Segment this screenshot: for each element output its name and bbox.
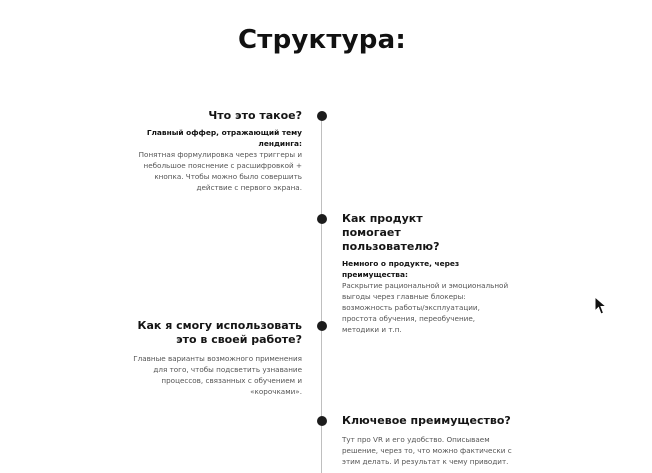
mouse-pointer-icon — [594, 296, 608, 316]
timeline-dot — [317, 416, 327, 426]
timeline-item-description: Раскрытие рациональной и эмоциональной выгоды через главные блокеры: возможность работы/эксплуатации, простота обучения, переобучение, методики и т.п. — [342, 281, 509, 334]
timeline-dot — [317, 321, 327, 331]
timeline-item — [130, 319, 302, 397]
timeline-item — [130, 109, 302, 193]
timeline-item-heading: Как продукт помогает пользователю? — [342, 212, 440, 253]
timeline-item-lead: Главный оффер, отражающий тему лендинга: — [146, 128, 302, 148]
timeline-dot — [317, 214, 327, 224]
timeline-item-description: Тут про VR и его удобство. Описываем решение, через то, что можно фактически с этим делать. И результат к чему приводит. — [342, 435, 512, 466]
timeline-dot — [317, 111, 327, 121]
timeline-item-description: Главные варианты возможного применения для того, чтобы подсветить узнавание процессов, связанных с обучением и «корочками». — [133, 354, 302, 396]
page-title: Структура: — [238, 25, 406, 55]
timeline-item-heading: Как я смогу использовать это в своей работе? — [137, 319, 302, 346]
timeline-item-lead: Немного о продукте, через преимущества: — [342, 259, 460, 279]
timeline-item-heading: Что это такое? — [208, 109, 302, 122]
timeline-item — [342, 414, 514, 467]
timeline-item — [342, 212, 514, 335]
timeline-item-description: Понятная формулировка через триггеры и небольшое пояснение с расшифровкой + кнопка. Чтобы можно было совершить действие с первого экрана. — [138, 150, 302, 192]
timeline-item-heading: Ключевое преимущество? — [342, 414, 511, 427]
